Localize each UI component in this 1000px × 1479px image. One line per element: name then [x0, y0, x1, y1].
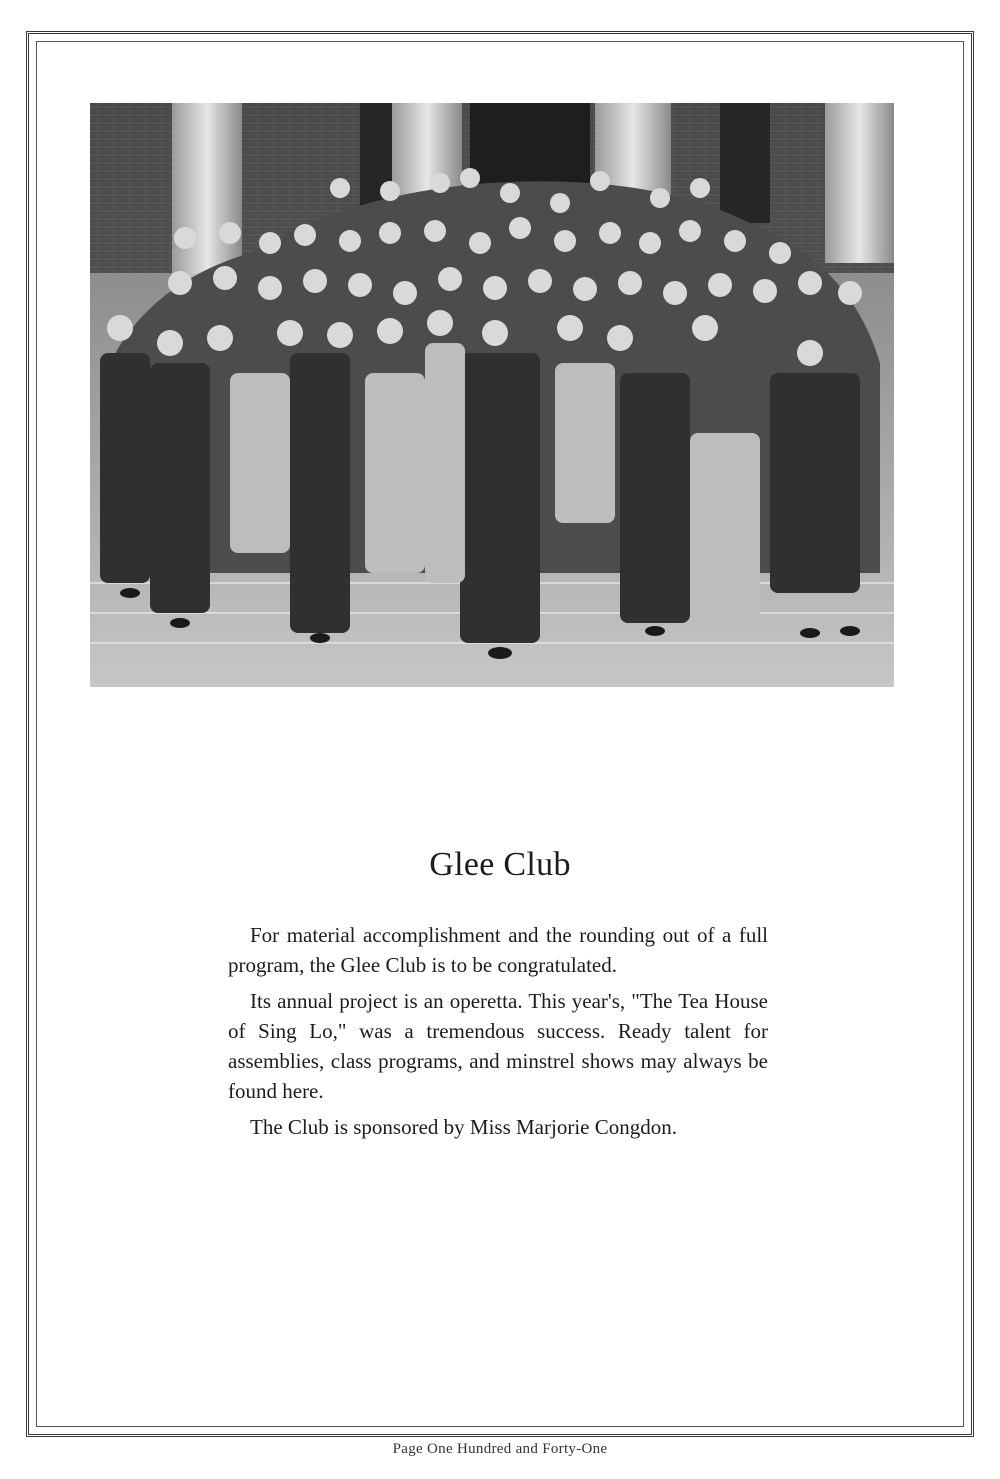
article-body	[228, 920, 768, 1148]
group-photo	[90, 103, 894, 687]
group-photo-image	[90, 103, 894, 687]
page-title: Glee Club	[429, 846, 571, 883]
paragraph: The Club is sponsored by Miss Marjorie Congdon.	[250, 1115, 677, 1139]
paragraph: For material accomplishment and the rounding out of a full program, the Glee Club is to be congratulated.	[228, 923, 768, 977]
paragraph: Its annual project is an operetta. This year's, "The Tea House of Sing Lo," was a tremendous success. Ready talent for assemblies, class programs, and minstrel shows may always be found here.	[228, 989, 768, 1103]
page-number: Page One Hundred and Forty-One	[392, 1441, 608, 1457]
